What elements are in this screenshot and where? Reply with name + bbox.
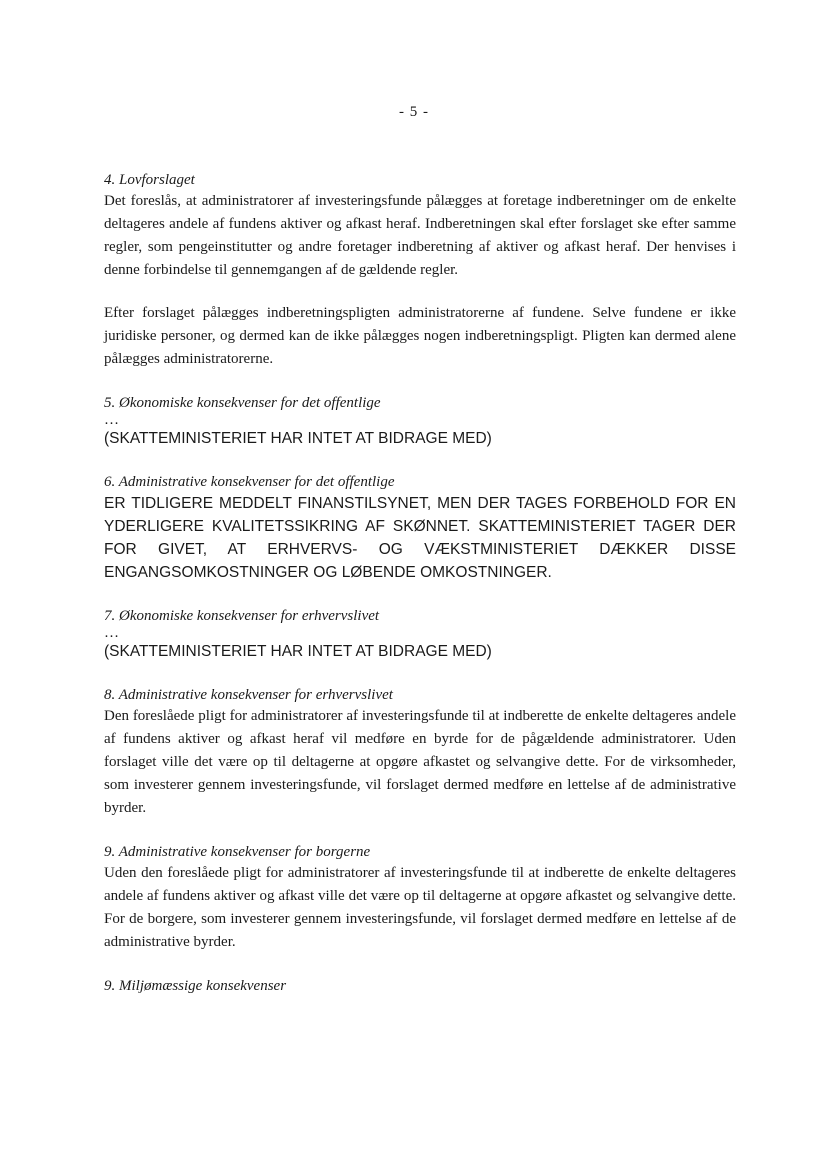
placeholder-text: (SKATTEMINISTERIET HAR INTET AT BIDRAGE MED) [104, 430, 492, 447]
section-heading: 8. Administrative konsekvenser for erhvervslivet [104, 687, 393, 703]
section-miljoemaessige [104, 976, 736, 996]
paragraph: Det foreslås, at administratorer af investeringsfunde pålægges at foretage indberetninger om de enkelte deltageres andele af fundens aktiver og afkast heraf. Indberetningen skal efter forslaget ske efter samme regler, som pengeinstitutter og andre foretager indberetning af aktiver og afkast heraf. Der henvises i denne forbindelse til gennemgangen af de gældende regler. [104, 193, 736, 278]
section-heading: 5. Økonomiske konsekvenser for det offentlige [104, 395, 381, 411]
section-heading: 9. Miljømæssige konsekvenser [104, 978, 287, 994]
paragraph: Uden den foreslåede pligt for administratorer af investeringsfunde til at indberette de enkelte deltageres andele af fundens aktiver og afkast ville det være op til deltagerne at opgøre afkastet og selvangive dette. For de borgere, som investerer gennem investeringsfunde, vil forslaget dermed medføre en lettelse af de administrative byrder. [104, 865, 736, 950]
page-number: - 5 - [399, 104, 429, 120]
section-administrative-offentlige [104, 472, 736, 584]
paragraph: Den foreslåede pligt for administratorer af investeringsfunde til at indberette de enkelte deltageres andele af fundens aktiver og afkast heraf vil medføre en byrde for de pågældende administratorer. Uden forslaget ville det være op til deltagerne at opgøre afkastet og selvangive dette. For de virksomheder, som investerer gennem investeringsfunde, vil forslaget dermed medføre en lettelse af de administrative byrder. [104, 708, 736, 816]
section-administrative-erhvervslivet [104, 685, 736, 820]
section-oekonomiske-offentlige [104, 393, 736, 450]
section-administrative-borgerne [104, 842, 736, 954]
ellipsis: … [104, 412, 120, 428]
paragraph: Efter forslaget pålægges indberetningspligten administratorerne af fundene. Selve fundene er ikke juridiske personer, og dermed kan de ikke pålægges nogen indberetningspligt. Pligten kan dermed alene pålægges administratorerne. [104, 305, 736, 367]
section-oekonomiske-erhvervslivet [104, 606, 736, 663]
section-heading: 4. Lovforslaget [104, 172, 195, 188]
caps-paragraph: ER TIDLIGERE MEDDELT FINANSTILSYNET, MEN DER TAGES FORBEHOLD FOR EN YDERLIGERE KVALITETSSIKRING AF SKØNNET. SKATTEMINISTERIET TAGER DER FOR GIVET, AT ERHVERVS- OG VÆKSTMINISTERIET DÆKKER DISSE ENGANGSOMKOSTNINGER OG LØBENDE OMKOSTNINGER. [104, 495, 736, 581]
section-lovforslaget [104, 170, 736, 371]
placeholder-text: (SKATTEMINISTERIET HAR INTET AT BIDRAGE MED) [104, 643, 492, 660]
section-heading: 9. Administrative konsekvenser for borgerne [104, 844, 371, 860]
ellipsis: … [104, 625, 120, 641]
section-heading: 6. Administrative konsekvenser for det offentlige [104, 474, 395, 490]
section-heading: 7. Økonomiske konsekvenser for erhvervslivet [104, 608, 380, 624]
document-body [104, 170, 736, 996]
